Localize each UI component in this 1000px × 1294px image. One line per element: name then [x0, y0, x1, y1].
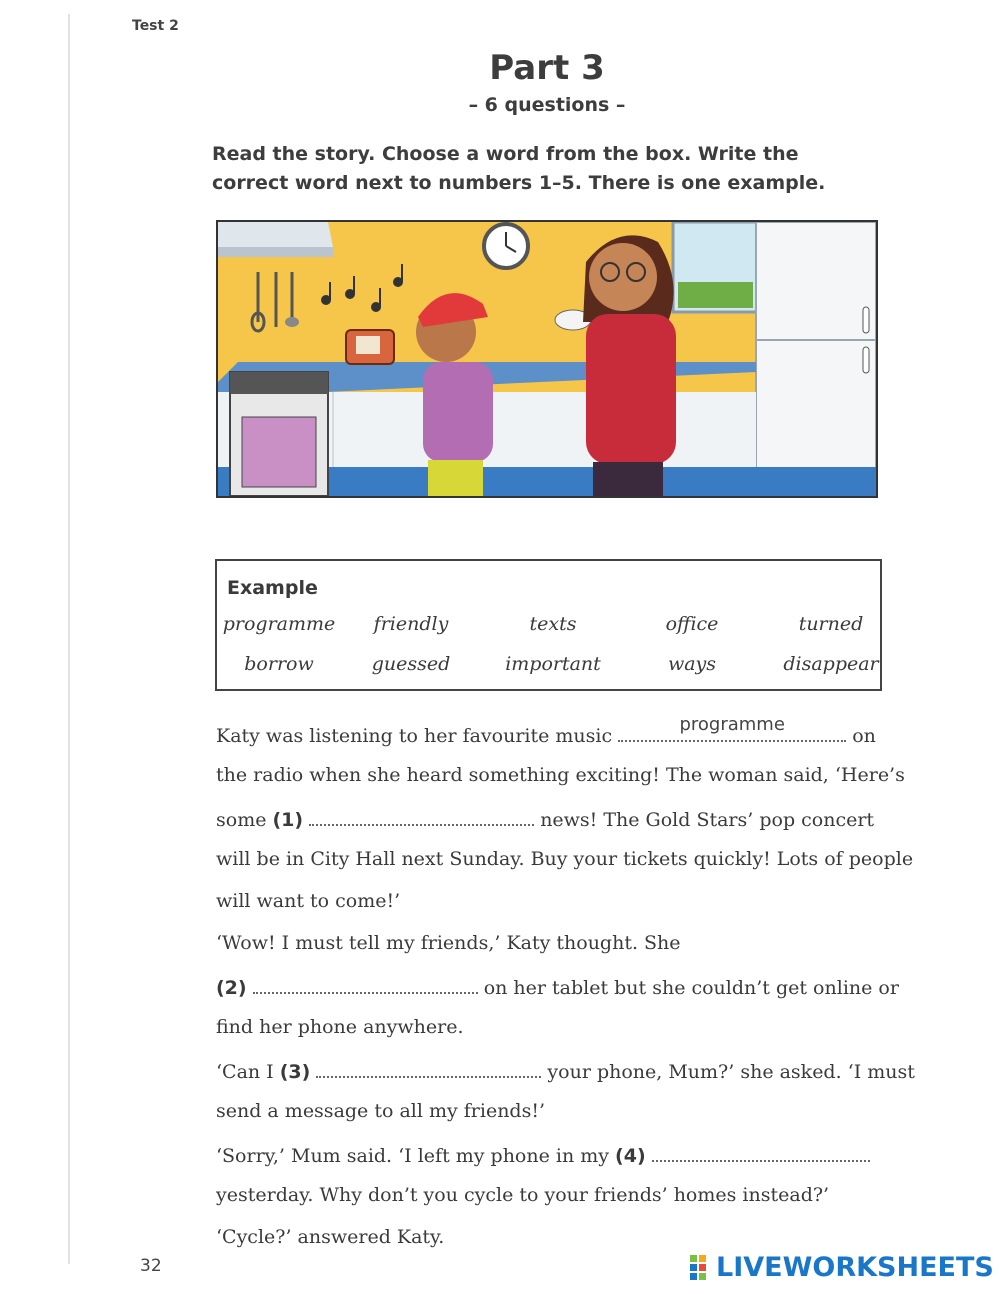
story-line: yesterday. Why don’t you cycle to your friends’ homes instead?’ [216, 1184, 830, 1206]
story-line: ‘Can I (3) your phone, Mum?’ she asked. ‘I must [216, 1058, 915, 1083]
story-line: ‘Wow! I must tell my friends,’ Katy thought. She [216, 932, 681, 954]
example-answer-field: programme [618, 722, 846, 742]
story-line: send a message to all my friends!’ [216, 1100, 546, 1122]
story-line: some (1) news! The Gold Stars’ pop concert [216, 806, 874, 831]
answer-field-4[interactable] [652, 1142, 870, 1162]
answer-field-1[interactable] [309, 806, 534, 826]
word-box-heading: Example [227, 577, 318, 599]
answer-field-3[interactable] [316, 1058, 541, 1078]
liveworksheets-logo [690, 1252, 994, 1283]
question-number-2: (2) [216, 977, 247, 999]
question-number-1: (1) [272, 809, 304, 831]
page-edge [68, 14, 70, 1264]
story-line: find her phone anywhere. [216, 1016, 464, 1038]
word-box [215, 559, 882, 691]
story-line: (2) on her tablet but she couldn’t get online or [216, 974, 899, 999]
word-box-word: texts [529, 613, 577, 635]
question-number-3: (3) [279, 1061, 311, 1083]
logo-text: LIVEWORKSHEETS [716, 1252, 994, 1283]
word-box-word: programme [222, 613, 336, 635]
page-number: 32 [140, 1256, 162, 1276]
story-line: the radio when she heard something exciting! The woman said, ‘Here’s [216, 764, 905, 786]
word-box-word: turned [798, 613, 864, 635]
story-line: Katy was listening to her favourite music programme on [216, 714, 876, 747]
word-box-word: guessed [371, 653, 451, 675]
question-number-4: (4) [615, 1145, 646, 1167]
radio-icon [346, 330, 394, 364]
word-box-word: friendly [373, 613, 449, 635]
word-box-word: office [665, 613, 719, 635]
instructions: Read the story. Choose a word from the box. Write the correct word next to numbers 1–5. There is one example. [212, 143, 826, 194]
story-line: will want to come!’ [216, 890, 401, 912]
word-box-word: borrow [244, 653, 314, 675]
answer-field-2[interactable] [253, 974, 478, 994]
word-box-word: important [505, 653, 601, 675]
kitchen-scene-image [218, 222, 876, 496]
word-box-word: disappear [783, 653, 879, 675]
liveworksheets-logo-icon [690, 1255, 716, 1281]
kitchen-illustration [216, 220, 878, 498]
story-line: ‘Cycle?’ answered Katy. [216, 1226, 445, 1248]
word-box-word: ways [667, 653, 717, 675]
clock-icon [484, 224, 528, 268]
page-title: Part 3 [489, 48, 605, 88]
story-line: will be in City Hall next Sunday. Buy your tickets quickly! Lots of people [216, 848, 914, 870]
story-line: ‘Sorry,’ Mum said. ‘I left my phone in my (4) [216, 1142, 870, 1167]
page-subtitle: – 6 questions – [468, 94, 626, 116]
test-label: Test 2 [132, 18, 179, 34]
